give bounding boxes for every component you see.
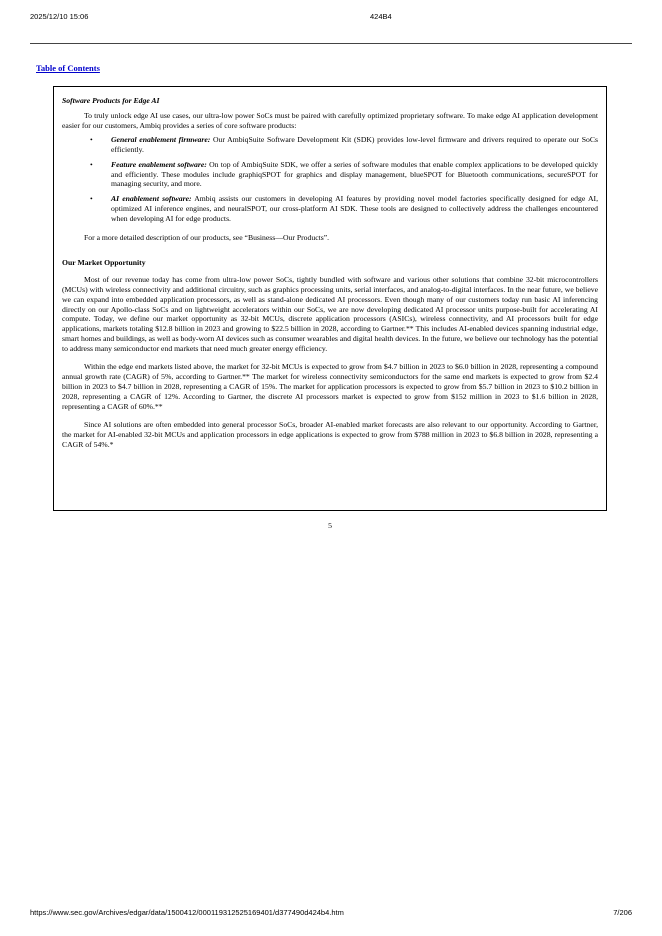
intro-paragraph: To truly unlock edge AI use cases, our ultra-low power SoCs must be paired with carefully optimized proprietary software. To make edge AI application development easier for our customers, Ambiq provides a series of core software products: — [62, 110, 598, 130]
print-footer — [30, 908, 632, 917]
bullet-text — [111, 160, 598, 189]
print-timestamp: 2025/12/10 15:06 — [30, 12, 89, 21]
footer-page-indicator: 7/206 — [613, 908, 632, 917]
market-paragraph-2: Within the edge end markets listed above, the market for 32-bit MCUs is expected to grow from $4.7 billion in 2023 to $6.0 billion in 2028, representing a compound annual growth rate (CAGR) of 5%, according to Gartner.** The market for wireless connectivity semiconductors for the same end markets is expected to grow from $2.4 billion in 2023 to $4.7 billion in 2028, representing a CAGR of 15%. The market for application processors is expected to grow from $5.7 billion in 2023 to $10.2 billion in 2028, representing a CAGR of 12%. According to Gartner, the discrete AI processors market is expected to grow from $152 million in 2023 to $1.6 billion in 2028, representing a CAGR of 60%.** — [62, 362, 598, 411]
bullet-body: Our AmbiqSuite Software Development Kit (SDK) provides low-level firmware and drivers required to operate our SoCs efficiently. — [111, 135, 599, 155]
table-of-contents-link[interactable]: Table of Contents — [36, 63, 100, 73]
bullet-item-ai-enablement — [62, 194, 598, 223]
bullet-marker: • — [90, 194, 93, 204]
bullet-text — [111, 194, 598, 223]
bullet-marker: • — [90, 135, 93, 145]
bullet-body: On top of AmbiqSuite SDK, we offer a series of software modules that enable complex applications to be developed quickly and efficiently. These modules include graphiqSPOT for graphics and display management, blueSPOT for Bluetooth communications, secureSPOT for managing security, and more. — [111, 159, 599, 189]
filing-content-box — [53, 86, 607, 511]
toc-link-container — [36, 58, 100, 76]
bullet-item-feature-enablement — [62, 160, 598, 189]
bullet-body: Ambiq assists our customers in developing AI features by providing novel model factories specifically designed for edge AI, optimized AI inference engines, and neuralSPOT, our cross-platform AI SDK. These tools are designed to collectively address the challenges encountered when developing AI for edge products. — [111, 194, 598, 223]
bullet-label: Feature enablement software: — [111, 159, 207, 169]
bullet-label: General enablement firmware: — [111, 135, 211, 145]
bullet-item-general-enablement — [62, 135, 598, 155]
market-paragraph-1: Most of our revenue today has come from ultra-low power SoCs, tightly bundled with software and various other solutions that combine 32-bit microcontrollers (MCUs) with wireless connectivity and additional circuitry, such as graphics processing units, serial interfaces, and analog-to-digital interfaces. In the near future, we believe we can expand into embedded application processors, as well as stand-alone dedicated AI processors. Even though many of our customers today run basic AI inferencing directly on our Apollo-class SoCs and on lightweight accelerators within our SoCs, we are now developing dedicated AI processor units purpose-built for accelerating AI compute. Today, we define our market opportunity as 32-bit MCUs, discrete application processors (ASICs), wireless connectivity, and AI processors built for edge applications, markets totaling $12.8 billion in 2023 and growing to $22.5 billion in 2028, according to Gartner.** This includes AI-enabled devices spanning industrial edge, smart homes and buildings, as well as body-worn AI devices such as consumer wearables and digital health devices. In the future, we believe our technology has the potential to address many semiconductor end markets that need much greater energy efficiency. — [62, 275, 598, 353]
footer-url: https://www.sec.gov/Archives/edgar/data/1500412/000119312525169401/d377490d424b4.htm — [30, 908, 344, 917]
bullet-label: AI enablement software: — [111, 194, 192, 204]
products-reference-note: For a more detailed description of our products, see “Business—Our Products”. — [84, 232, 330, 242]
section-heading-market-opportunity: Our Market Opportunity — [62, 258, 146, 268]
header-divider — [30, 43, 632, 44]
bullet-text — [111, 135, 598, 155]
page-number: 5 — [328, 521, 332, 530]
bullet-marker: • — [90, 159, 93, 169]
section-heading-software-products: Software Products for Edge AI — [62, 96, 160, 105]
market-paragraph-3: Since AI solutions are often embedded into general processor SoCs, broader AI-enabled market forecasts are also relevant to our opportunity. According to Gartner, the market for AI-enabled 32-bit MCUs and application processors in edge applications is expected to grow from $788 million in 2023 to $6.8 billion in 2028, representing a CAGR of 54%.* — [62, 420, 598, 449]
doc-type-label: 424B4 — [370, 12, 392, 21]
